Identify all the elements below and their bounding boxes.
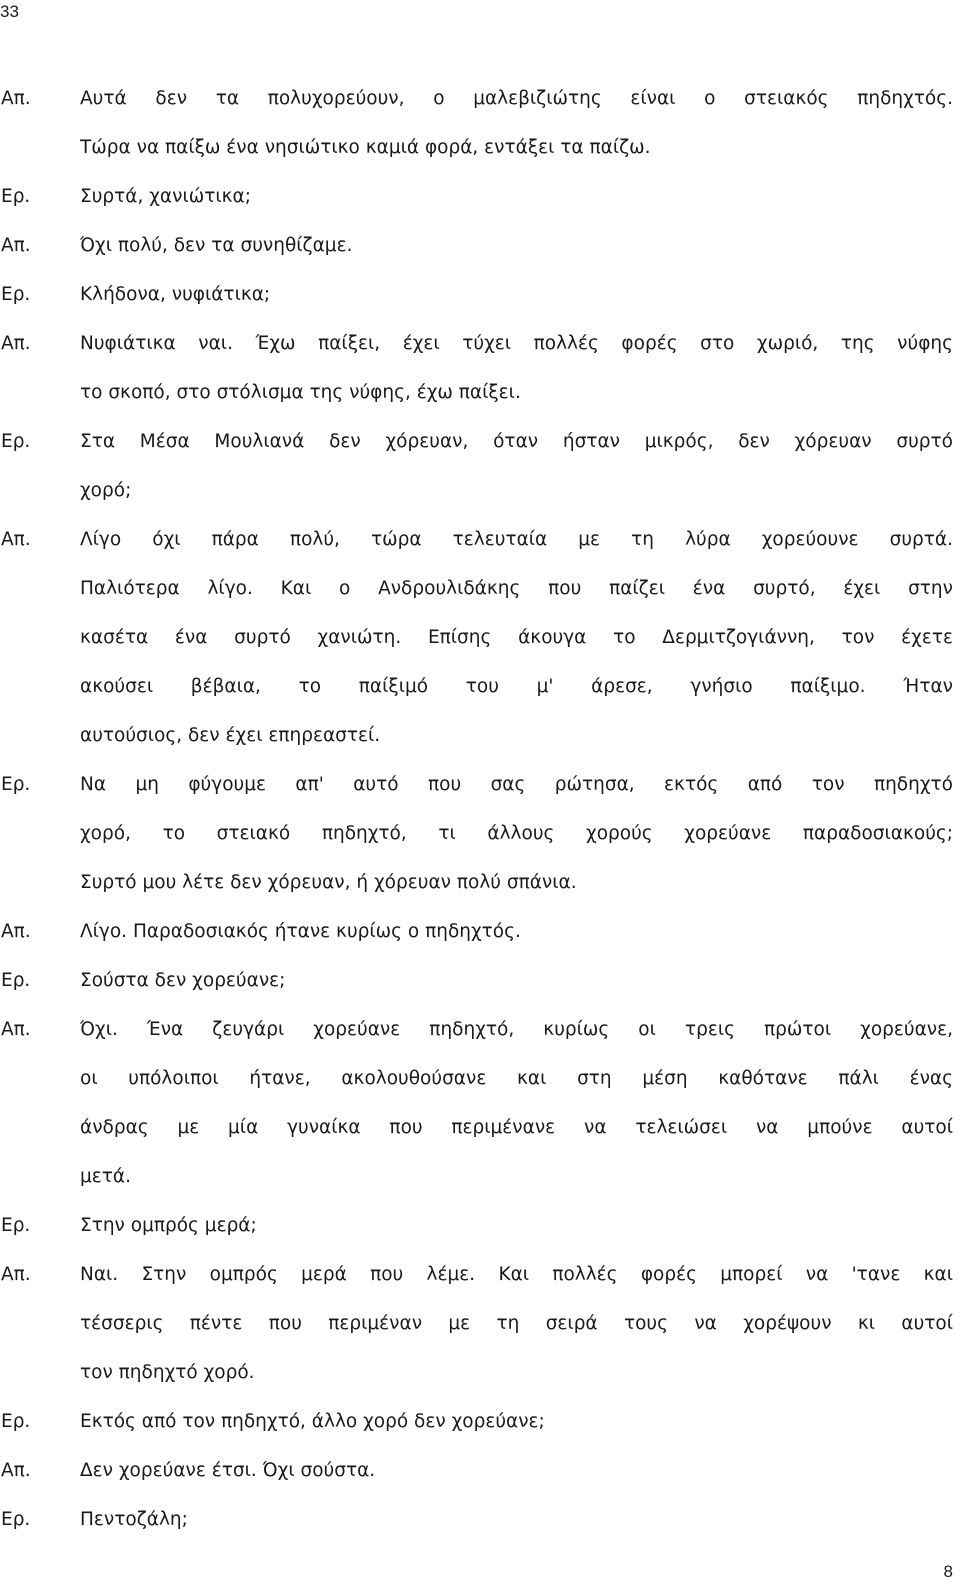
dialogue-text (80, 1397, 953, 1446)
dialogue-line: οι υπόλοιποι ήτανε, ακολουθούσανε και στη μέση καθότανε πάλι ένας (80, 1068, 953, 1089)
dialogue-line: Τώρα να παίξω ένα νησιώτικο καμιά φορά, εντάξει τα παίζω. (80, 137, 651, 158)
speaker-label: Ερ. (1, 186, 31, 207)
dialogue-line: Κλήδονα, νυφιάτικα; (80, 284, 271, 305)
dialogue-line: Σούστα δεν χορεύανε; (80, 970, 286, 991)
speaker-label: Απ. (1, 921, 31, 942)
dialogue-line: Ναι. Στην ομπρός μερά που λέμε. Και πολλές φορές μπορεί να 'τανε και (80, 1264, 953, 1285)
dialogue-entry (0, 907, 960, 956)
dialogue-line: χορό, το στειακό πηδηχτό, τι άλλους χορούς χορεύανε παραδοσιακούς; (80, 823, 953, 844)
dialogue-text (80, 74, 953, 172)
dialogue-line: Νυφιάτικα ναι. Έχω παίξει, έχει τύχει πολλές φορές στο χωριό, της νύφης (80, 333, 953, 354)
dialogue-entry (0, 1495, 960, 1544)
speaker-label: Απ. (1, 529, 31, 550)
dialogue-line: τον πηδηχτό χορό. (80, 1362, 255, 1383)
dialogue-line: κασέτα ένα συρτό χανιώτη. Επίσης άκουγα το Δερμιτζογιάννη, τον έχετε (80, 627, 953, 648)
dialogue-line: Να μη φύγουμε απ' αυτό που σας ρώτησα, εκτός από τον πηδηχτό (80, 774, 953, 795)
dialogue-text (80, 221, 953, 270)
dialogue-line: Πεντοζάλη; (80, 1509, 188, 1530)
speaker-label: Απ. (1, 88, 31, 109)
dialogue-entry (0, 515, 960, 760)
speaker-label: Ερ. (1, 431, 31, 452)
dialogue-text (80, 907, 953, 956)
dialogue-entry (0, 221, 960, 270)
speaker-label: Απ. (1, 1264, 31, 1285)
dialogue-entry (0, 956, 960, 1005)
dialogue-line: Στα Μέσα Μουλιανά δεν χόρευαν, όταν ήσταν μικρός, δεν χόρευαν συρτό (80, 431, 953, 452)
dialogue-line: Λίγο όχι πάρα πολύ, τώρα τελευταία με τη λύρα χορεύουνε συρτά. (80, 529, 953, 550)
dialogue-entry (0, 1250, 960, 1397)
dialogue-entry (0, 1201, 960, 1250)
dialogue-text (80, 1250, 953, 1397)
dialogue-text (80, 1005, 953, 1201)
dialogue-line: τέσσερις πέντε που περιμέναν με τη σειρά τους να χορέψουν κι αυτοί (80, 1313, 953, 1334)
speaker-label: Ερ. (1, 970, 31, 991)
dialogue-text (80, 760, 953, 907)
speaker-label: Απ. (1, 235, 31, 256)
dialogue-line: Αυτά δεν τα πολυχορεύουν, ο μαλεβιζιώτης είναι ο στειακός πηδηχτός. (80, 88, 953, 109)
speaker-label: Ερ. (1, 774, 31, 795)
dialogue-entry (0, 319, 960, 417)
dialogue-text (80, 270, 953, 319)
dialogue-text (80, 319, 953, 417)
dialogue-entry (0, 270, 960, 319)
dialogue-line: Λίγο. Παραδοσιακός ήτανε κυρίως ο πηδηχτός. (80, 921, 521, 942)
dialogue-entry (0, 760, 960, 907)
dialogue-line: το σκοπό, στο στόλισμα της νύφης, έχω παίξει. (80, 382, 521, 403)
dialogue-text (80, 417, 953, 515)
dialogue-line: χορό; (80, 480, 132, 501)
transcript (0, 74, 960, 1544)
dialogue-line: αυτούσιος, δεν έχει επηρεαστεί. (80, 725, 381, 746)
speaker-label: Ερ. (1, 1215, 31, 1236)
page-number-bottom: 8 (943, 1562, 953, 1581)
dialogue-line: Όχι. Ένα ζευγάρι χορεύανε πηδηχτό, κυρίως οι τρεις πρώτοι χορεύανε, (80, 1019, 953, 1040)
dialogue-line: μετά. (80, 1166, 131, 1187)
speaker-label: Απ. (1, 333, 31, 354)
dialogue-line: Δεν χορεύανε έτσι. Όχι σούστα. (80, 1460, 376, 1481)
dialogue-entry (0, 172, 960, 221)
dialogue-line: άνδρας με μία γυναίκα που περιμένανε να τελειώσει να μπούνε αυτοί (80, 1117, 953, 1138)
speaker-label: Απ. (1, 1460, 31, 1481)
speaker-label: Απ. (1, 1019, 31, 1040)
dialogue-text (80, 515, 953, 760)
dialogue-text (80, 956, 953, 1005)
speaker-label: Ερ. (1, 1509, 31, 1530)
dialogue-line: Εκτός από τον πηδηχτό, άλλο χορό δεν χορεύανε; (80, 1411, 545, 1432)
dialogue-entry (0, 1005, 960, 1201)
dialogue-text (80, 172, 953, 221)
dialogue-line: ακούσει βέβαια, το παίξιμό του μ' άρεσε, γνήσιο παίξιμο. Ήταν (80, 676, 953, 697)
dialogue-line: Παλιότερα λίγο. Και ο Ανδρουλιδάκης που παίζει ένα συρτό, έχει στην (80, 578, 953, 599)
dialogue-line: Όχι πολύ, δεν τα συνηθίζαμε. (80, 235, 353, 256)
dialogue-entry (0, 74, 960, 172)
dialogue-text (80, 1446, 953, 1495)
dialogue-line: Συρτά, χανιώτικα; (80, 186, 251, 207)
dialogue-entry (0, 417, 960, 515)
speaker-label: Ερ. (1, 1411, 31, 1432)
dialogue-text (80, 1201, 953, 1250)
speaker-label: Ερ. (1, 284, 31, 305)
dialogue-text (80, 1495, 953, 1544)
dialogue-entry (0, 1446, 960, 1495)
dialogue-line: Συρτό μου λέτε δεν χόρευαν, ή χόρευαν πολύ σπάνια. (80, 872, 577, 893)
dialogue-line: Στην ομπρός μερά; (80, 1215, 257, 1236)
page-number-top: 33 (0, 2, 19, 21)
dialogue-entry (0, 1397, 960, 1446)
